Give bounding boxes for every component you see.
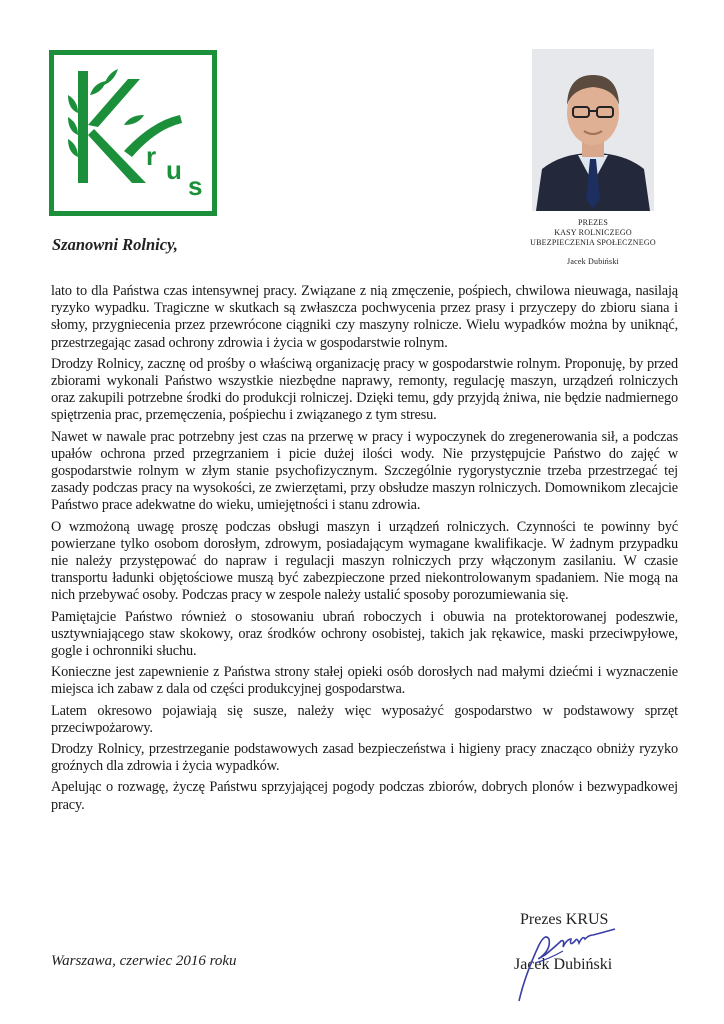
- handwritten-signature: [505, 905, 635, 1005]
- place-date: Warszawa, czerwiec 2016 roku: [51, 953, 237, 969]
- caption-name: Jacek Dubiński: [567, 257, 619, 266]
- signature-name: Jacek Dubiński: [514, 956, 613, 973]
- portrait-icon: [532, 49, 654, 211]
- paragraph: Pamiętajcie Państwo również o stosowaniu ubrań roboczych i obuwia na protektorowanej podeszwie, usztywniającego staw skokowy, oraz środków ochrony osobistej, takich jak rękawice, maski przeciwpyłowe, gogle i ochronniki słuchu.: [51, 608, 678, 660]
- krus-logo: [49, 50, 217, 216]
- signature-title: Prezes KRUS: [520, 911, 609, 928]
- logo-letters-r: r: [146, 141, 157, 171]
- krus-logo-icon: [54, 55, 212, 211]
- logo-letters-s: s: [188, 171, 203, 201]
- caption-line-1: PREZES: [577, 218, 609, 227]
- portrait-caption: [490, 218, 696, 267]
- caption-line-2: KASY ROLNICZEGO: [554, 228, 632, 237]
- caption-line-3: UBEZPIECZENIA SPOŁECZNEGO: [530, 238, 656, 247]
- paragraph: Drodzy Rolnicy, przestrzeganie podstawowych zasad bezpieczeństwa i higieny pracy znacząco obniży ryzyko groźnych dla zdrowia i życia wypadków.: [51, 741, 678, 775]
- letter-body: [51, 283, 678, 818]
- paragraph: Nawet w nawale prac potrzebny jest czas na przerwę w pracy i wypoczynek do zregenerowania sił, a podczas upałów ochrona przed przegrzaniem i picie dużej ilości wody. Nie przystępujcie Państwo do zajęć w gospodarstwie rolnym w złym stanie psychofizycznym. Szczególnie rygorystycznie trzeba przestrzegać tej zasady podczas pracy na wysokości, ze zwierzętami, przy obsłudze maszyn rolniczych. Domownikom zlecajcie Państwo prace adekwatne do wieku, umiejętności i stanu zdrowia.: [51, 428, 678, 514]
- portrait-photo: [532, 49, 654, 211]
- paragraph: Drodzy Rolnicy, zacznę od prośby o właściwą organizację pracy w gospodarstwie rolnym. Proponuję, by przed zbiorami wykonali Państwo wszystkie niezbędne naprawy, remonty, regulację maszyn, urządzeń rolniczych oraz zakupili potrzebne środki do produkcji rolniczej. Dzięki temu, gdy przyjdą żniwa, nie będzie nadmiernego spiętrzenia prac, przemęczenia, pośpiechu i związanego z tym stresu.: [51, 355, 678, 424]
- greeting: Szanowni Rolnicy,: [52, 235, 178, 254]
- logo-letters-u: u: [166, 155, 182, 185]
- paragraph: Apelując o rozwagę, życzę Państwu sprzyjającej pogody podczas zbiorów, dobrych plonów i bezwypadkowej pracy.: [51, 779, 678, 813]
- paragraph: O wzmożoną uwagę proszę podczas obsługi maszyn i urządzeń rolniczych. Czynności te powinny być powierzane tylko osobom dorosłym, zdrowym, posiadającym wymagane kwalifikacje. W żadnym przypadku nie należy przystępować do napraw i regulacji maszyn rolniczych przy włączonym zasilaniu. W czasie transportu ładunki objętościowe muszą być zabezpieczone przed niekontrolowanym spadaniem. Nie mogą na nich przebywać osoby. Podczas pracy w zespole należy ustalić sposoby porozumiewania się.: [51, 518, 678, 604]
- paragraph: Latem okresowo pojawiają się susze, należy więc wyposażyć gospodarstwo w podstawowy sprzęt przeciwpożarowy.: [51, 702, 678, 736]
- paragraph: Konieczne jest zapewnienie z Państwa strony stałej opieki osób dorosłych nad małymi dziećmi i wyznaczenie miejsca ich zabaw z dala od części produkcyjnej gospodarstwa.: [51, 664, 678, 698]
- paragraph: lato to dla Państwa czas intensywnej pracy. Związane z nią zmęczenie, pośpiech, chwilowa nieuwaga, nasilają ryzyko wypadku. Tragiczne w skutkach są zwłaszcza pochwycenia przez prasy i przyczepy do zbioru siana i słomy, przygniecenia przez przewrócone ciągniki czy maszyny rolnicze. Wielu wypadków można by uniknąć, przestrzegając zasad ochrony zdrowia i życia w gospodarstwie rolnym.: [51, 283, 678, 351]
